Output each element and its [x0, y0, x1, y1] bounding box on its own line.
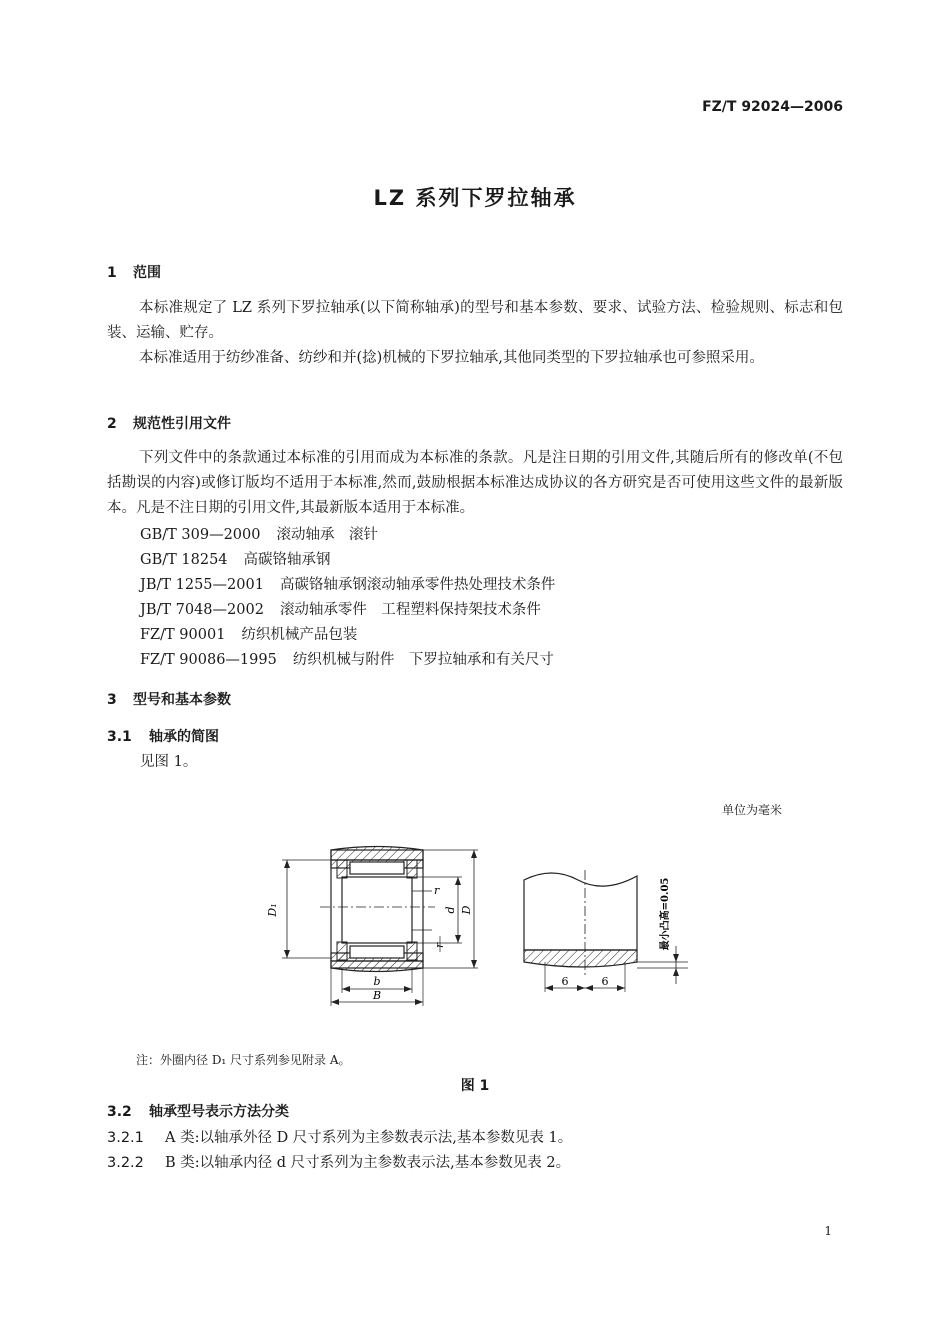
reference-name: 高碳铬轴承钢滚动轴承零件热处理技术条件 [279, 577, 556, 593]
dim-label-d: d [444, 906, 457, 914]
unit-note: 单位为毫米 [722, 803, 783, 817]
section-1-paragraph-2: 本标准适用于纺纱准备、纺纱和并(捻)机械的下罗拉轴承,其他同类型的下罗拉轴承也可参照采用。 [139, 350, 764, 366]
dim-label-r-bottom: r [433, 942, 446, 948]
section-title: 轴承型号表示方法分类 [149, 1104, 289, 1120]
reference-item [140, 573, 571, 594]
section-3-2-heading [107, 1101, 289, 1121]
section-number: 2 [107, 416, 117, 432]
clause-number: 3.2.1 [107, 1130, 144, 1146]
dim-label-D1: D₁ [266, 903, 279, 917]
reference-item [140, 648, 570, 669]
dim-label-r-top: r [434, 884, 440, 897]
page-number: 1 [824, 1224, 832, 1238]
reference-code: FZ/T 90001 [140, 627, 226, 643]
reference-code: GB/T 309—2000 [140, 527, 261, 543]
section-title: 范围 [133, 265, 161, 281]
section-title: 轴承的简图 [149, 729, 219, 745]
reference-name: 高碳铬轴承钢 [243, 552, 331, 568]
figure-reference-text: 见图 1。 [140, 754, 198, 770]
clause-3-2-2 [107, 1151, 570, 1172]
section-title: 规范性引用文件 [133, 416, 231, 432]
reference-code: FZ/T 90086—1995 [140, 652, 277, 668]
clause-text: A 类:以轴承外径 D 尺寸系列为主参数表示法,基本参数见表 1。 [165, 1130, 573, 1146]
reference-item [140, 523, 394, 544]
clause-number: 3.2.2 [107, 1155, 144, 1171]
section-number: 3.1 [107, 729, 132, 745]
bearing-figure [250, 830, 720, 1010]
crown-height-label: 最小凸高=0.05 [660, 877, 671, 951]
dim-label-b: b [373, 975, 381, 988]
section-1-paragraph-1: 本标准规定了 LZ 系列下罗拉轴承(以下简称轴承)的型号和基本参数、要求、试验方法、检验规则、标志和包装、运输、贮存。 [107, 300, 843, 341]
dim-label-6-left: 6 [561, 975, 569, 988]
document-title: LZ 系列下罗拉轴承 [373, 186, 577, 210]
section-number: 3.2 [107, 1104, 132, 1120]
reference-code: JB/T 7048—2002 [140, 602, 264, 618]
section-2-paragraph: 下列文件中的条款通过本标准的引用而成为本标准的条款。凡是注日期的引用文件,其随后所有的修改单(不包括勘误的内容)或修订版均不适用于本标准,然而,鼓励根据本标准达成协议的各方研究是否可使用这些文件的最新版本。凡是不注日期的引用文件,其最新版本适用于本标准。 [107, 450, 843, 516]
section-number: 3 [107, 692, 117, 708]
reference-name: 滚动轴承 滚针 [276, 527, 378, 543]
reference-item [140, 598, 557, 619]
reference-item [140, 623, 373, 644]
section-number: 1 [107, 265, 117, 281]
section-title: 型号和基本参数 [133, 692, 231, 708]
figure-caption: 图 1 [460, 1078, 490, 1094]
dim-label-B: B [372, 989, 382, 1002]
clause-text: B 类:以轴承内径 d 尺寸系列为主参数表示法,基本参数见表 2。 [165, 1155, 571, 1171]
reference-name: 滚动轴承零件 工程塑料保持架技术条件 [279, 602, 541, 618]
clause-3-2-1 [107, 1126, 572, 1147]
reference-item [140, 548, 347, 569]
figure-note: 注：外圈内径 D₁ 尺寸系列参见附录 A。 [136, 1053, 351, 1067]
dim-label-6-right: 6 [601, 975, 609, 988]
reference-code: JB/T 1255—2001 [140, 577, 264, 593]
section-3-1-heading [107, 726, 219, 746]
section-1-heading [107, 262, 161, 282]
reference-name: 纺织机械与附件 下罗拉轴承和有关尺寸 [292, 652, 554, 668]
section-3-heading [107, 689, 231, 709]
reference-name: 纺织机械产品包装 [241, 627, 358, 643]
section-2-heading [107, 413, 231, 433]
standard-code: FZ/T 92024—2006 [702, 99, 843, 115]
dim-label-D: D [460, 905, 473, 915]
reference-code: GB/T 18254 [140, 552, 228, 568]
